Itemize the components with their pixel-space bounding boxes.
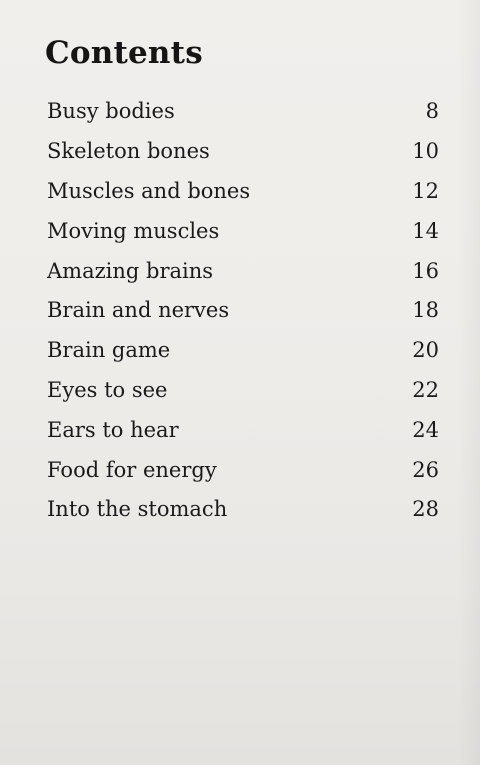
toc-entry-page: 18	[412, 298, 439, 323]
toc-entry	[47, 490, 439, 530]
toc-entry	[47, 450, 439, 490]
toc-entry-title: Into the stomach	[47, 497, 228, 522]
toc-entry-page: 10	[412, 139, 439, 164]
toc-entry-title: Amazing brains	[47, 258, 214, 283]
toc-entry-title: Muscles and bones	[47, 178, 251, 203]
toc-entry-page: 20	[412, 338, 439, 363]
toc-entry-title: Busy bodies	[47, 99, 175, 124]
toc-entry	[47, 211, 439, 251]
toc-entry	[47, 172, 439, 212]
toc-entry	[47, 251, 439, 291]
toc-entry-title: Moving muscles	[47, 218, 220, 243]
toc-entry-page: 24	[412, 417, 439, 442]
toc-entry	[47, 331, 439, 371]
toc-entry-page: 26	[412, 457, 439, 482]
toc-entry-title: Ears to hear	[47, 417, 179, 442]
toc-entry-title: Food for energy	[47, 457, 217, 482]
contents-title: Contents	[45, 35, 203, 71]
toc-entry-title: Skeleton bones	[47, 139, 210, 164]
toc-entry	[47, 92, 439, 132]
toc-entry	[47, 291, 439, 331]
toc-entry	[47, 410, 439, 450]
toc-entry-page: 22	[412, 377, 439, 402]
toc-entry-title: Brain and nerves	[47, 298, 230, 323]
toc-entry	[47, 132, 439, 172]
table-of-contents	[47, 92, 439, 530]
toc-entry-page: 12	[412, 178, 439, 203]
toc-entry	[47, 371, 439, 411]
toc-entry-page: 14	[412, 218, 439, 243]
toc-entry-page: 28	[412, 497, 439, 522]
toc-entry-page: 16	[412, 258, 439, 283]
toc-entry-title: Brain game	[47, 338, 171, 363]
page-edge-shadow	[458, 0, 480, 765]
toc-entry-page: 8	[425, 99, 439, 124]
toc-entry-title: Eyes to see	[47, 377, 168, 402]
